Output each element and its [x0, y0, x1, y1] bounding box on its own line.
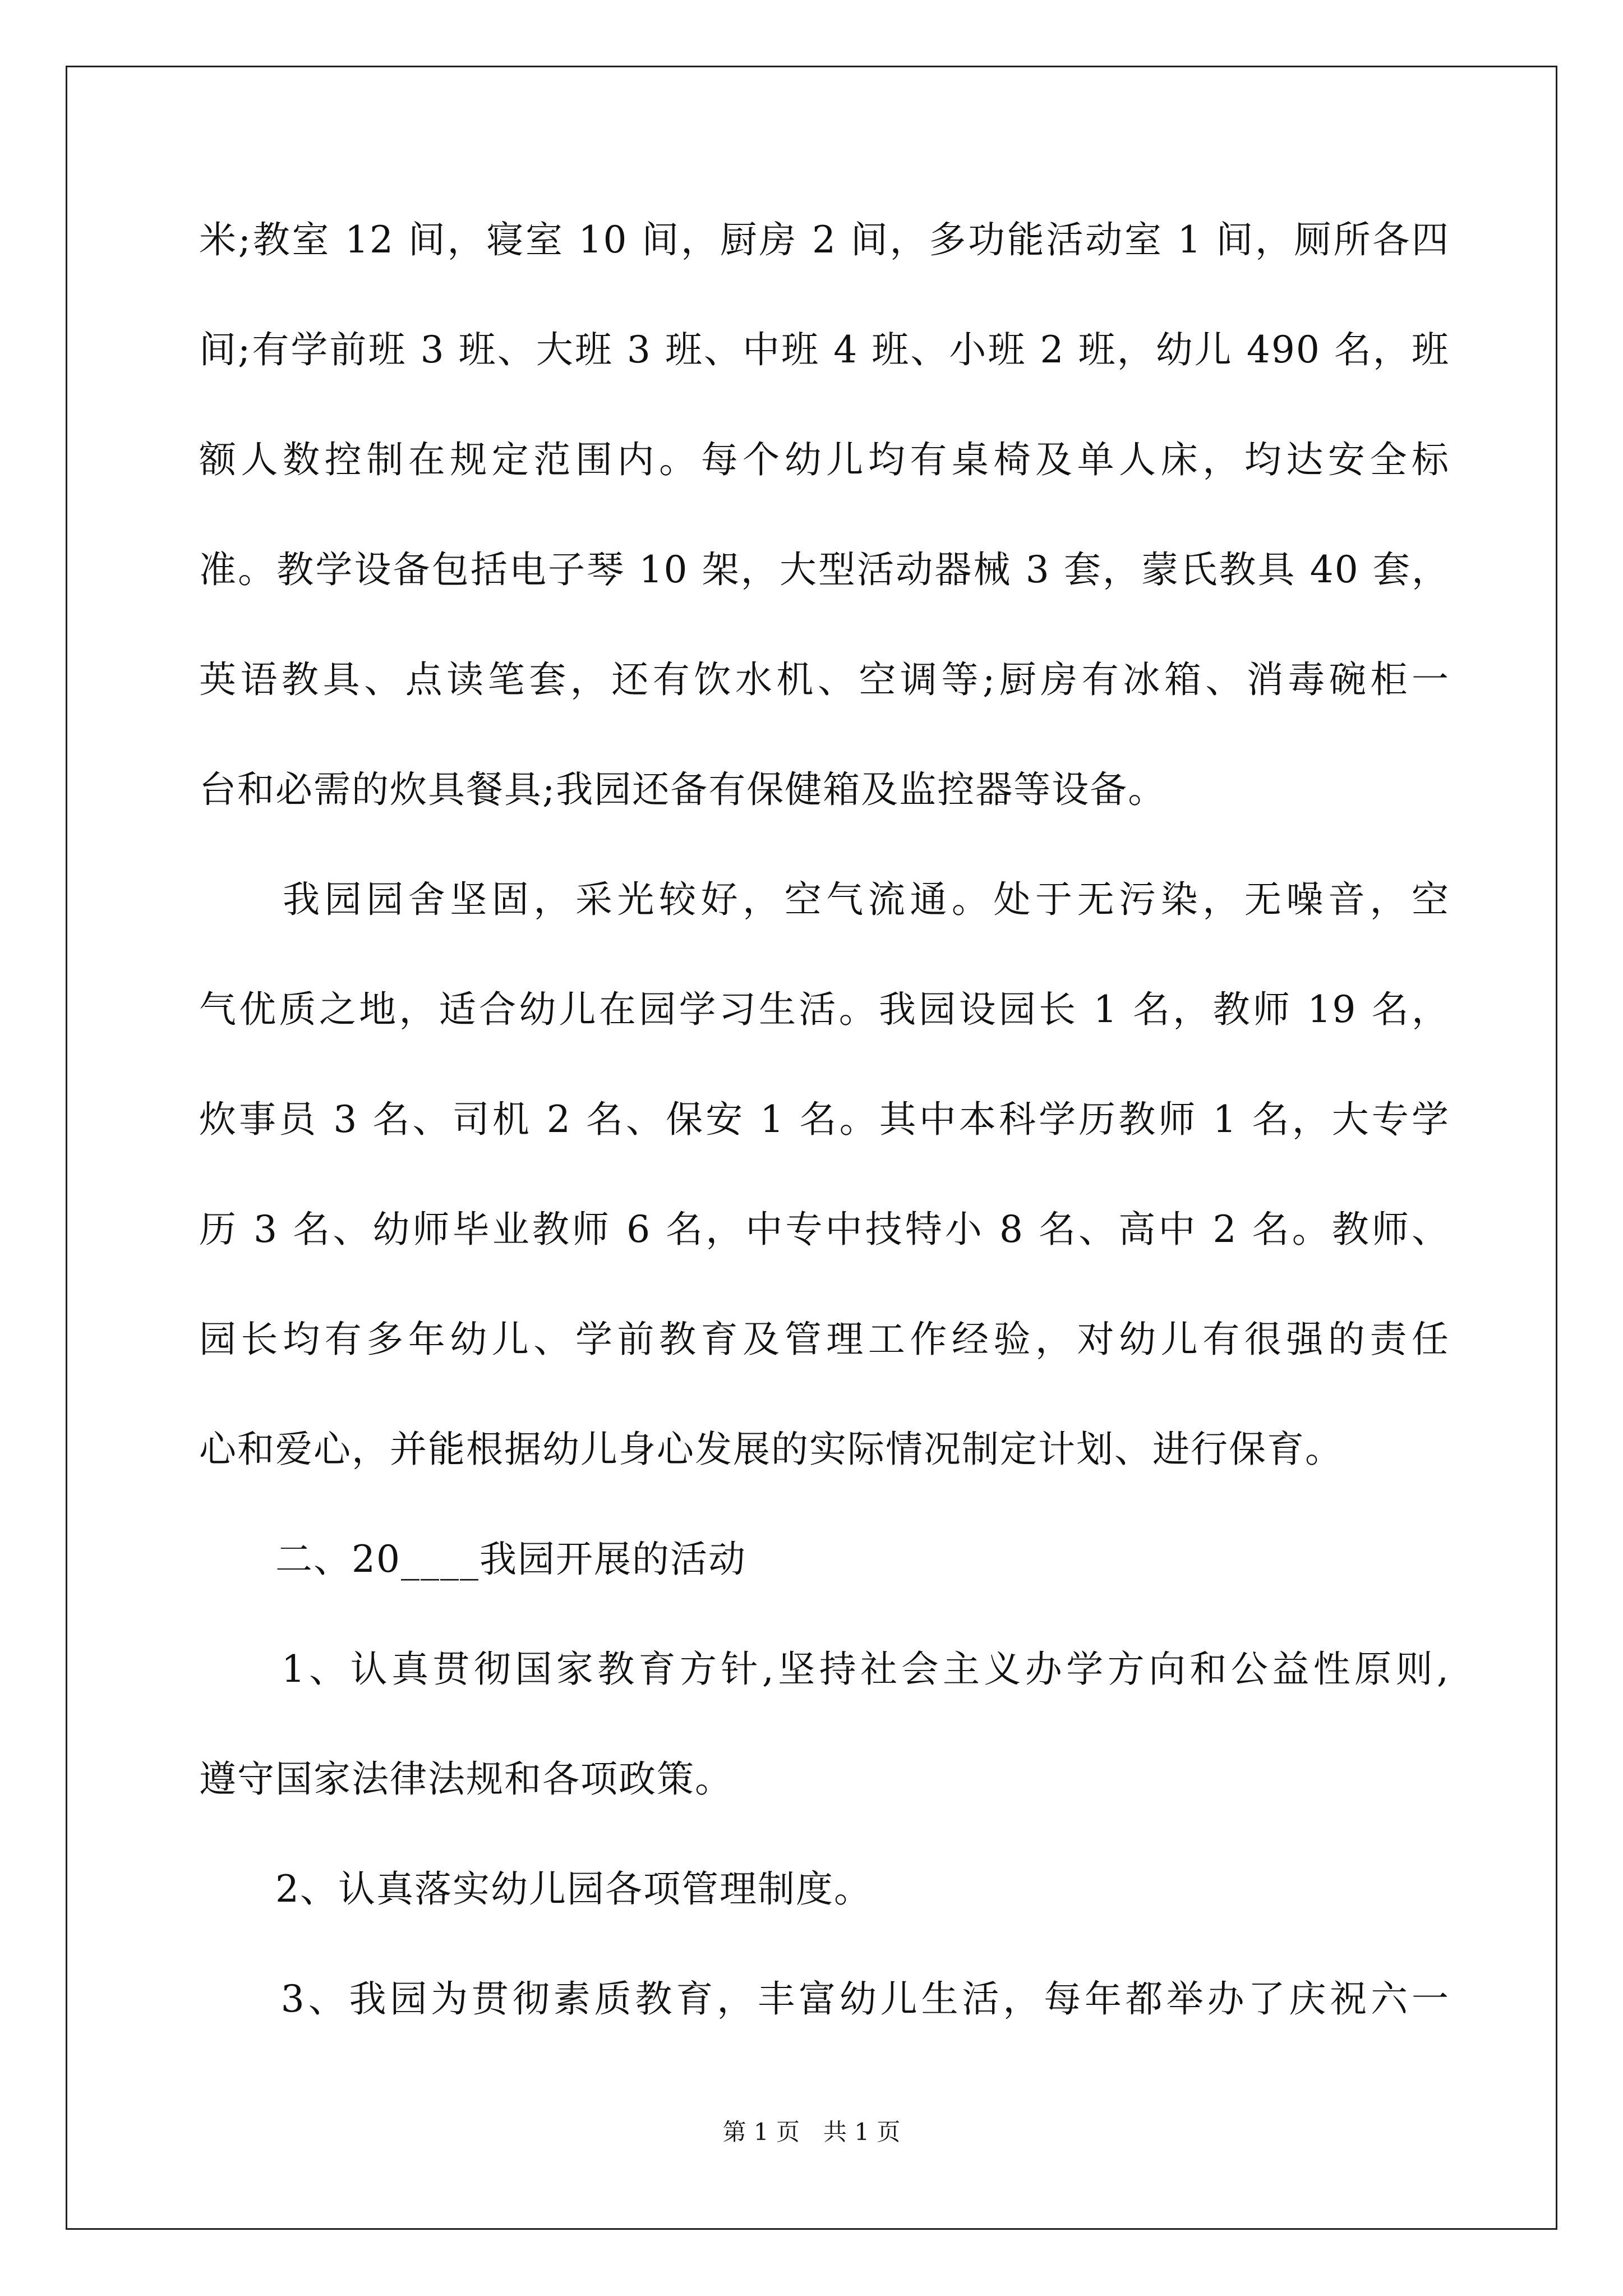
- text-line-6: 台和必需的炊具餐具;我园还备有保健箱及监控器等设备。: [199, 768, 1166, 811]
- text-line-11: 园长均有多年幼儿、学前教育及管理工作经验，对幼儿有很强的责任: [199, 1318, 1450, 1361]
- page-number-footer: 第 1 页 共 1 页: [722, 2118, 901, 2146]
- text-line-16: 2、认真落实幼儿园各项管理制度。: [199, 1867, 872, 1911]
- text-line-14: 1、认真贯彻国家教育方针,坚持社会主义办学方向和公益性原则,: [199, 1648, 1450, 1691]
- text-line-3: 额人数控制在规定范围内。每个幼儿均有桌椅及单人床，均达安全标: [199, 438, 1450, 481]
- text-line-12: 心和爱心，并能根据幼儿身心发展的实际情况制定计划、进行保育。: [199, 1428, 1343, 1471]
- text-line-10: 历 3 名、幼师毕业教师 6 名，中专中技特小 8 名、高中 2 名。教师、: [199, 1208, 1450, 1251]
- text-line-5: 英语教具、点读笔套，还有饮水机、空调等;厨房有冰箱、消毒碗柜一: [199, 658, 1450, 701]
- text-line-1: 米;教室 12 间，寝室 10 间，厨房 2 间，多功能活动室 1 间，厕所各四: [199, 218, 1450, 261]
- text-line-8: 气优质之地，适合幼儿在园学习生活。我园设园长 1 名，教师 19 名，: [199, 988, 1450, 1031]
- text-line-7: 我园园舍坚固，采光较好，空气流通。处于无污染，无噪音，空: [199, 878, 1450, 921]
- text-line-9: 炊事员 3 名、司机 2 名、保安 1 名。其中本科学历教师 1 名，大专学: [199, 1098, 1450, 1141]
- section-heading: 二、20____我园开展的活动: [199, 1538, 746, 1581]
- text-line-15: 遵守国家法律法规和各项政策。: [199, 1757, 733, 1801]
- text-line-17: 3、我园为贯彻素质教育，丰富幼儿生活，每年都举办了庆祝六一: [199, 1977, 1450, 2021]
- text-line-2: 间;有学前班 3 班、大班 3 班、中班 4 班、小班 2 班，幼儿 490 名，班: [199, 328, 1450, 371]
- text-line-4: 准。教学设备包括电子琴 10 架，大型活动器械 3 套，蒙氏教具 40 套，: [199, 548, 1450, 591]
